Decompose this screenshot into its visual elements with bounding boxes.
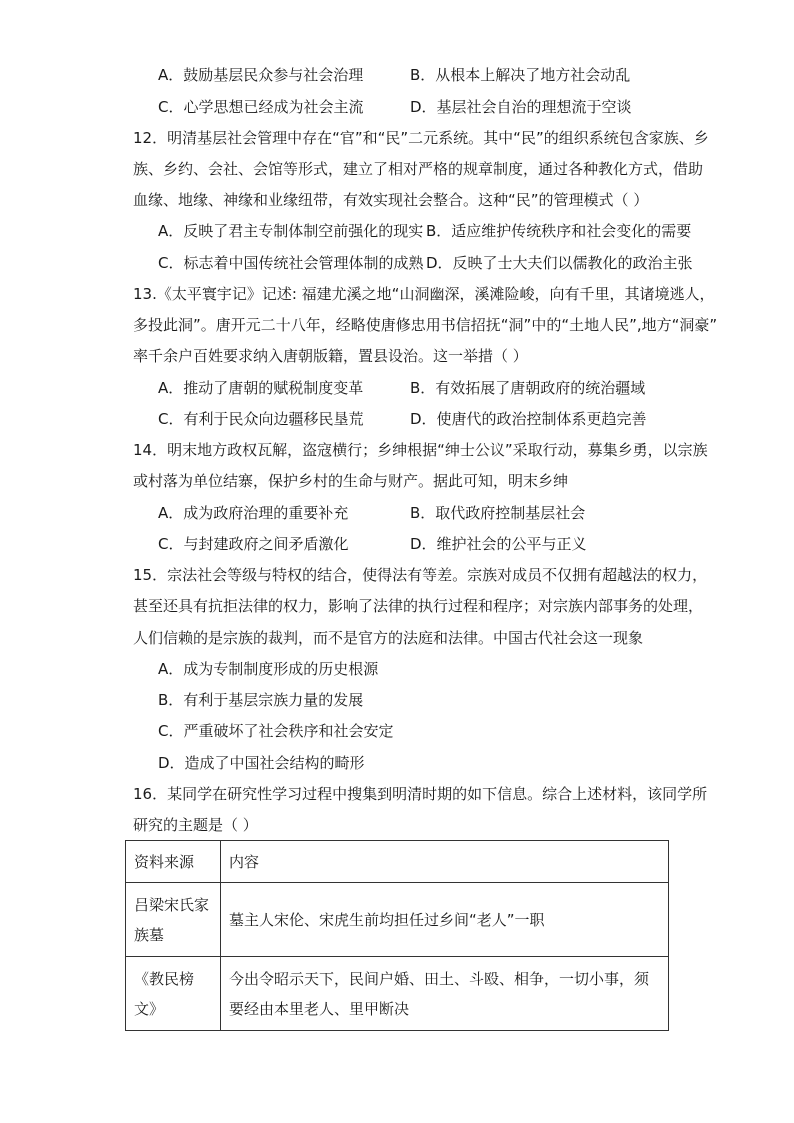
q16-stem-line-2: 研究的主题是（ ）	[133, 816, 258, 834]
q15-option-b: B．有利于基层宗族力量的发展	[158, 691, 364, 709]
q13-stem-line-3: 率千余户百姓要求纳入唐朝版籍，置县设治。这一举措（ ）	[133, 347, 528, 365]
table-header-source: 资料来源	[126, 841, 221, 883]
q13-option-c: C．有利于民众向边疆移民垦荒	[158, 410, 364, 428]
table-cell-source: 吕梁宋氏家族墓	[126, 883, 221, 957]
q13-stem-line-1: 13.《太平寰宇记》记述: 福建尤溪之地“山洞幽深，溪滩险峻，向有千里，其诸境逃人，	[133, 285, 715, 303]
q15-stem-line-3: 人们信赖的是宗族的裁判，而不是官方的法庭和法律。中国古代社会这一现象	[133, 629, 644, 647]
q15-option-a: A．成为专制制度形成的历史根源	[158, 660, 379, 678]
table-cell-content: 墓主人宋伦、宋虎生前均担任过乡间“老人”一职	[221, 883, 669, 957]
q13-option-b: B．有效拓展了唐朝政府的统治疆域	[410, 379, 646, 397]
q14-option-b: B．取代政府控制基层社会	[410, 504, 586, 522]
table-cell-content: 今出令昭示天下，民间户婚、田土、斗殴、相争，一切小事，须要经由本里老人、里甲断决	[221, 957, 669, 1031]
q14-option-d: D．维护社会的公平与正义	[410, 535, 587, 553]
q13-option-a: A．推动了唐朝的赋税制度变革	[158, 379, 364, 397]
q14-stem-line-2: 或村落为单位结寨，保护乡村的生命与财产。据此可知，明末乡绅	[133, 472, 569, 490]
q15-stem-line-2: 甚至还具有抗拒法律的权力，影响了法律的执行过程和程序；对宗族内部事务的处理，	[133, 597, 704, 615]
q12-option-a: A．反映了君主专制体制空前强化的现实	[158, 222, 424, 240]
q12-stem-line-3: 血缘、地缘、神缘和业缘纽带，有效实现社会整合。这种“民”的管理模式（ ）	[133, 191, 649, 209]
q14-stem-line-1: 14．明末地方政权瓦解，盗寇横行；乡绅根据“绅士公议”采取行动，募集乡勇，以宗族	[133, 441, 708, 459]
q14-option-a: A．成为政府治理的重要补充	[158, 504, 349, 522]
table-row	[126, 883, 669, 957]
q16-stem-line-1: 16．某同学在研究性学习过程中搜集到明清时期的如下信息。综合上述材料，该同学所	[133, 785, 708, 803]
q13-option-d: D．使唐代的政治控制体系更趋完善	[410, 410, 647, 428]
q13-stem-line-2: 多投此洞”。唐开元二十八年，经略使唐修忠用书信招抚“洞”中的“土地人民”,地方“洞豪”	[133, 316, 718, 334]
q11-option-c: C．心学思想已经成为社会主流	[158, 98, 364, 116]
table-cell-source: 《教民榜文》	[126, 957, 221, 1031]
q12-option-d: D．反映了士大夫们以儒教化的政治主张	[426, 254, 693, 272]
q12-stem-line-2: 族、乡约、会社、会馆等形式，建立了相对严格的规章制度，通过各种教化方式，借助	[133, 160, 704, 178]
table-header-content: 内容	[221, 841, 669, 883]
q15-stem-line-1: 15．宗法社会等级与特权的结合，使得法有等差。宗族对成员不仅拥有超越法的权力，	[133, 566, 708, 584]
q11-option-b: B．从根本上解决了地方社会动乱	[410, 66, 631, 84]
q11-option-a: A．鼓励基层民众参与社会治理	[158, 66, 364, 84]
q12-option-c: C．标志着中国传统社会管理体制的成熟	[158, 254, 424, 272]
q12-option-b: B．适应维护传统秩序和社会变化的需要	[426, 222, 692, 240]
table-header-row	[126, 841, 669, 883]
q14-option-c: C．与封建政府之间矛盾激化	[158, 535, 349, 553]
q12-stem-line-1: 12．明清基层社会管理中存在“官”和“民”二元系统。其中“民”的组织系统包含家族、乡	[133, 129, 709, 147]
q11-option-d: D．基层社会自治的理想流于空谈	[410, 98, 632, 116]
q15-option-d: D．造成了中国社会结构的畸形	[158, 754, 365, 772]
source-table	[125, 840, 669, 1031]
q15-option-c: C．严重破坏了社会秩序和社会安定	[158, 722, 394, 740]
table-row	[126, 957, 669, 1031]
